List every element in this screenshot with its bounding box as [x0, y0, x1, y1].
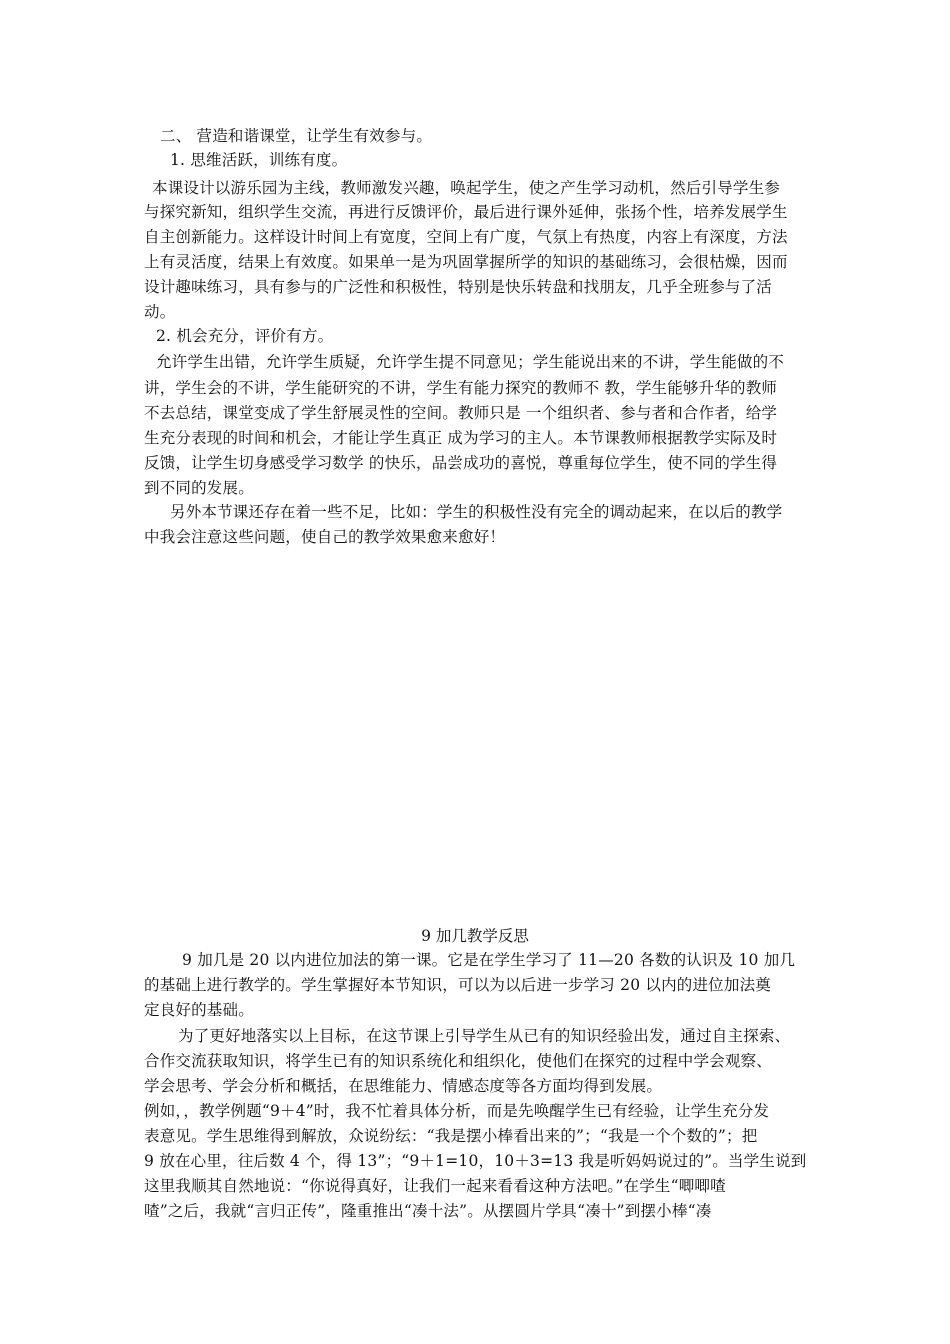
- paragraph-line: 例如，，教学例题“9＋4”时，我不忙着具体分析，而是先唤醒学生已有经验，让学生充分发: [144, 1102, 770, 1120]
- paragraph-line: 不去总结，课堂变成了学生舒展灵性的空间。教师只是 一个组织者、参与者和合作者，给学: [144, 404, 778, 422]
- page-title: 9 加几教学反思: [421, 927, 529, 945]
- paragraph-line: 另外本节课还存在着一些不足，比如：学生的积极性没有完全的调动起来，在以后的教学: [170, 503, 783, 521]
- paragraph-line: 与探究新知，组织学生交流，再进行反馈评价，最后进行课外延伸，张扬个性，培养发展学生: [144, 203, 788, 221]
- paragraph-line: 中我会注意这些问题，使自己的教学效果愈来愈好！: [144, 528, 506, 546]
- paragraph-line: 反馈，让学生切身感受学习数学 的快乐，品尝成功的喜悦，尊重每位学生，使不同的学生得: [144, 454, 778, 472]
- paragraph-line: 动。: [144, 303, 176, 321]
- paragraph-line: 定良好的基础。: [144, 1001, 254, 1019]
- paragraph-line: 自主创新能力。这样设计时间上有宽度，空间上有广度，气氛上有热度，内容上有深度，方法: [144, 228, 788, 246]
- paragraph-line: 9 加几是 20 以内进位加法的第一课。它是在学生学习了 11—20 各数的认识及 10 加几: [182, 951, 796, 969]
- paragraph-line: 喳”之后，我就“言归正传”，隆重推出“凑十法”。从摆圆片学具“凑十”到摆小棒“凑: [144, 1202, 712, 1220]
- paragraph-line: 允许学生出错，允许学生质疑，允许学生提不同意见；学生能说出来的不讲，学生能做的不: [156, 353, 785, 371]
- paragraph-line: 的基础上进行教学的。学生掌握好本节知识，可以为以后进一步学习 20 以内的进位加法奠: [144, 976, 771, 994]
- paragraph-line: 本课设计以游乐园为主线，教师激发兴趣，唤起学生，使之产生学习动机，然后引导学生参: [152, 179, 781, 197]
- subheading-1: 1. 思维活跃，训练有度。: [170, 151, 348, 169]
- paragraph-line: 上有灵活度，结果上有效度。如果单一是为巩固掌握所学的知识的基础练习，会很枯燥，因而: [144, 253, 788, 271]
- paragraph-line: 9 放在心里，往后数 4 个，得 13”；“9＋1=10，10＋3=13 我是听妈妈说过的”。当学生说到: [144, 1152, 807, 1170]
- paragraph-line: 表意见。学生思维得到解放，众说纷纭：“我是摆小棒看出来的”；“我是一个个数的”；把: [144, 1127, 758, 1145]
- paragraph-line: 讲，学生会的不讲，学生能研究的不讲，学生有能力探究的教师不 教，学生能够升华的教师: [144, 379, 778, 397]
- paragraph-line: 生充分表现的时间和机会，才能让学生真正 成为学习的主人。本节课教师根据教学实际及时: [144, 429, 778, 447]
- subheading-2: 2. 机会充分，评价有方。: [156, 327, 334, 345]
- paragraph-line: 到不同的发展。: [144, 479, 254, 497]
- paragraph-line: 这里我顺其自然地说：“你说得真好，让我们一起来看看这种方法吧。”在学生“唧唧喳: [144, 1177, 726, 1195]
- paragraph-line: 学会思考、学会分析和概括，在思维能力、情感态度等各方面均得到发展。: [144, 1077, 663, 1095]
- section-heading: 二、 营造和谐课堂，让学生有效参与。: [160, 127, 433, 145]
- paragraph-line: 设计趣味练习，具有参与的广泛性和积极性，特别是快乐转盘和找朋友，几乎全班参与了活: [144, 278, 773, 296]
- paragraph-line: 合作交流获取知识，将学生已有的知识系统化和组织化，使他们在探究的过程中学会观察、: [144, 1052, 773, 1070]
- paragraph-line: 为了更好地落实以上目标，在这节课上引导学生从已有的知识经验出发，通过自主探索、: [178, 1027, 791, 1045]
